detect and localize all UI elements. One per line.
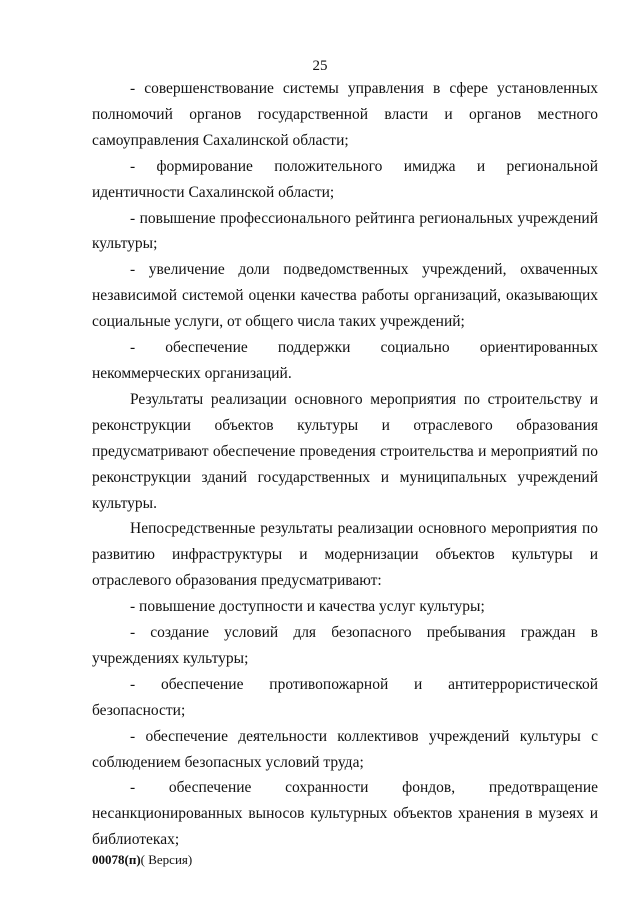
paragraph: - обеспечение противопожарной и антитеррористической безопасности; (92, 675, 598, 719)
paragraph: Результаты реализации основного мероприятия по строительству и реконструкции объектов культуры и отраслевого образования предусматривают обеспечение проведения строительства и мероприятий по реконструкции зданий государственных и муниципальных учреждений культуры. (92, 390, 598, 512)
paragraph: - обеспечение деятельности коллективов учреждений культуры с соблюдением безопасных условий труда; (92, 727, 598, 771)
paragraph: - повышение профессионального рейтинга региональных учреждений культуры; (92, 209, 598, 253)
paragraph: - увеличение доли подведомственных учреждений, охваченных независимой системой оценки качества работы организаций, оказывающих социальные услуги, от общего числа таких учреждений; (92, 261, 598, 331)
document-version: ( Версия) (140, 852, 193, 867)
paragraph: Непосредственные результаты реализации основного мероприятия по развитию инфраструктуры и модернизации объектов культуры и отраслевого образования предусматривают: (92, 520, 598, 590)
document-code: 00078(п) (92, 852, 141, 867)
paragraph: - обеспечение сохранности фондов, предотвращение несанкционированных выносов культурных объектов хранения в музеях и библиотеках; (92, 779, 598, 849)
paragraph: - повышение доступности и качества услуг культуры; (130, 598, 485, 616)
paragraph: - обеспечение поддержки социально ориентированных некоммерческих организаций. (92, 339, 598, 382)
document-body (92, 76, 598, 853)
document-footer (92, 852, 192, 868)
page-number: 25 (312, 58, 328, 74)
paragraph: - формирование положительного имиджа и региональной идентичности Сахалинской области; (92, 157, 598, 201)
paragraph: - совершенствование системы управления в сфере установленных полномочий органов государственной власти и органов местного самоуправления Сахалинской области; (92, 80, 598, 149)
paragraph: - создание условий для безопасного пребывания граждан в учреждениях культуры; (92, 624, 598, 667)
